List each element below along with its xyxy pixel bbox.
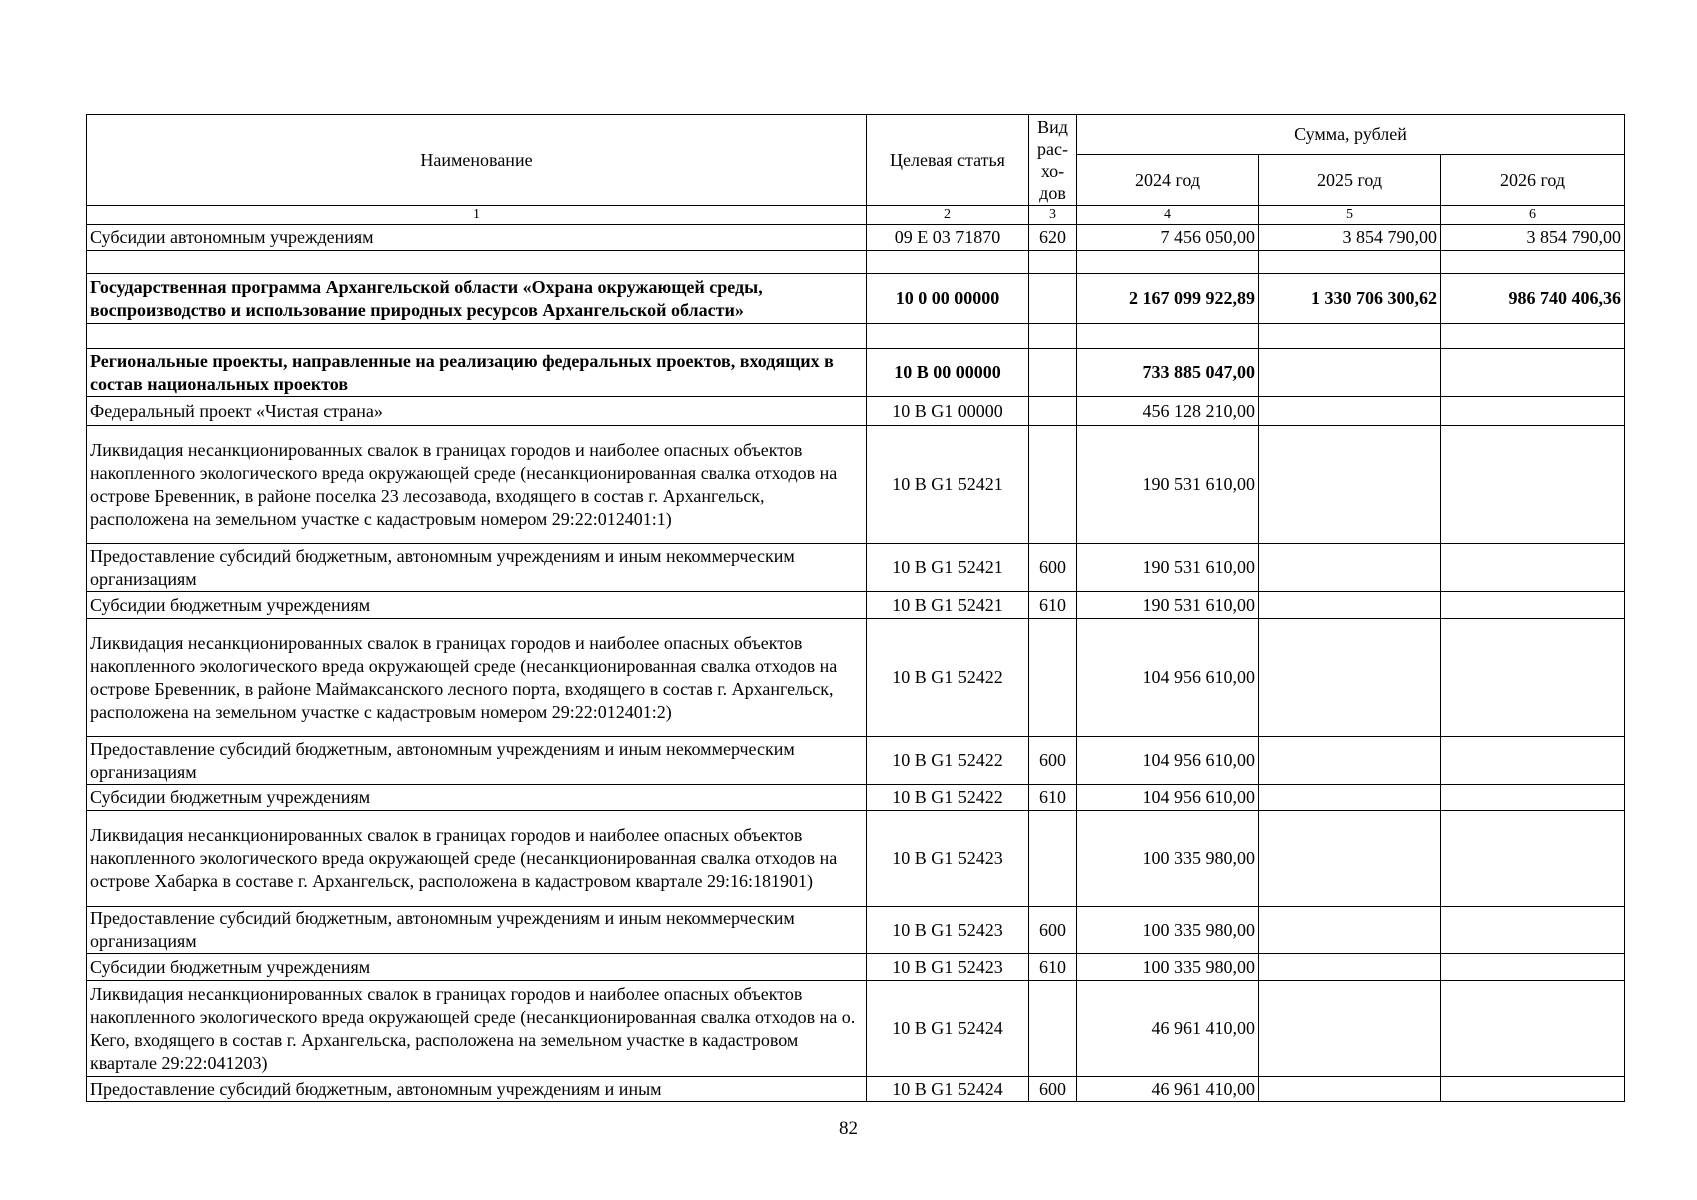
cell-name: Региональные проекты, направленные на реализацию федеральных проектов, входящих в состав национальных проектов [87,349,867,397]
cell-target-article: 10 В G1 52422 [867,737,1029,785]
cell-expense-type [1029,349,1077,397]
cell-sum-2024: 733 885 047,00 [1077,349,1259,397]
table-row [87,907,1625,954]
cell-sum-2025 [1259,981,1441,1077]
cell-target-article: 10 В G1 52424 [867,1077,1029,1102]
cell-sum-2025 [1259,349,1441,397]
cell-sum-2025 [1259,737,1441,785]
table-row [87,1077,1625,1102]
table-row [87,592,1625,619]
cell-sum-2025 [1259,954,1441,981]
cell-sum-2026 [1441,954,1625,981]
cell-name: Субсидии бюджетным учреждениям [87,592,867,619]
cell-sum-2025: 3 854 790,00 [1259,225,1441,251]
cell-target-article: 10 В 00 00000 [867,349,1029,397]
cell-sum-2026: 986 740 406,36 [1441,274,1625,324]
cell-sum-2025: 1 330 706 300,62 [1259,274,1441,324]
column-number: 5 [1259,206,1441,225]
table-row [87,251,1625,274]
cell-expense-type [1029,981,1077,1077]
cell-sum-2024: 456 128 210,00 [1077,397,1259,426]
cell-target-article: 10 В G1 52422 [867,785,1029,811]
cell-sum-2026 [1441,592,1625,619]
cell-sum-2024: 104 956 610,00 [1077,619,1259,737]
cell-name: Субсидии бюджетным учреждениям [87,785,867,811]
budget-table [86,114,1625,1102]
cell-sum-2024 [1077,251,1259,274]
table-body [87,225,1625,1102]
header-expense-type-line: рас- [1037,139,1068,159]
cell-name: Ликвидация несанкционированных свалок в границах городов и наиболее опасных объектов накопленного экологического вреда окружающей среде (несанкционированная свалка отходов на о. Кего, входящего в состав г. Архангельска, расположена на земельном участке в кадастровом квартале 29:22:041203) [87,981,867,1077]
header-year-2025: 2025 год [1259,155,1441,206]
column-number: 6 [1441,206,1625,225]
cell-name: Ликвидация несанкционированных свалок в границах городов и наиболее опасных объектов накопленного экологического вреда окружающей среде (несанкционированная свалка отходов на острове Бревенник, в районе поселка 23 лесозавода, входящего в состав г. Архангельск, расположена на земельном участке с кадастровым номером 29:22:012401:1) [87,426,867,544]
header-expense-type-line: Вид [1037,117,1068,137]
cell-sum-2025 [1259,251,1441,274]
cell-sum-2024: 2 167 099 922,89 [1077,274,1259,324]
table-row [87,274,1625,324]
cell-sum-2026 [1441,811,1625,907]
table-row [87,349,1625,397]
cell-sum-2024: 46 961 410,00 [1077,981,1259,1077]
cell-sum-2026 [1441,544,1625,592]
cell-sum-2024: 100 335 980,00 [1077,954,1259,981]
cell-target-article [867,251,1029,274]
cell-target-article: 10 В G1 52421 [867,592,1029,619]
cell-sum-2024: 190 531 610,00 [1077,544,1259,592]
cell-name: Субсидии бюджетным учреждениям [87,954,867,981]
cell-target-article: 10 В G1 52421 [867,426,1029,544]
table-row [87,619,1625,737]
table-row [87,954,1625,981]
header-expense-type-line: хо- [1040,161,1065,181]
cell-expense-type: 600 [1029,907,1077,954]
cell-sum-2026 [1441,324,1625,349]
cell-target-article [867,324,1029,349]
cell-target-article: 10 В G1 52422 [867,619,1029,737]
cell-sum-2026 [1441,251,1625,274]
table-row [87,981,1625,1077]
cell-name: Ликвидация несанкционированных свалок в границах городов и наиболее опасных объектов накопленного экологического вреда окружающей среде (несанкционированная свалка отходов на острове Бревенник, в районе Маймаксанского лесного порта, входящего в состав г. Архангельск, расположена на земельном участке с кадастровым номером 29:22:012401:2) [87,619,867,737]
cell-name: Федеральный проект «Чистая страна» [87,397,867,426]
cell-target-article: 10 В G1 52421 [867,544,1029,592]
cell-target-article: 10 В G1 52423 [867,907,1029,954]
cell-expense-type [1029,324,1077,349]
cell-name: Предоставление субсидий бюджетным, автономным учреждениям и иным некоммерческим организациям [87,544,867,592]
cell-sum-2024 [1077,324,1259,349]
cell-sum-2026 [1441,619,1625,737]
cell-sum-2025 [1259,785,1441,811]
cell-sum-2025 [1259,592,1441,619]
cell-expense-type: 600 [1029,737,1077,785]
cell-expense-type: 620 [1029,225,1077,251]
table-row [87,785,1625,811]
cell-target-article: 10 В G1 52424 [867,981,1029,1077]
cell-sum-2026 [1441,426,1625,544]
cell-sum-2025 [1259,426,1441,544]
table-row [87,737,1625,785]
header-expense-type-line: дов [1039,183,1066,203]
cell-expense-type [1029,619,1077,737]
cell-sum-2024: 46 961 410,00 [1077,1077,1259,1102]
cell-sum-2024: 104 956 610,00 [1077,785,1259,811]
cell-target-article: 09 Е 03 71870 [867,225,1029,251]
cell-sum-2024: 100 335 980,00 [1077,907,1259,954]
column-number: 1 [87,206,867,225]
cell-sum-2025 [1259,397,1441,426]
cell-expense-type: 610 [1029,954,1077,981]
cell-sum-2026 [1441,907,1625,954]
table-row [87,397,1625,426]
cell-expense-type: 610 [1029,785,1077,811]
header-target-article: Целевая статья [867,115,1029,206]
column-numbers-row [87,206,1625,225]
cell-expense-type [1029,426,1077,544]
table-row [87,544,1625,592]
cell-target-article: 10 В G1 52423 [867,954,1029,981]
cell-name: Предоставление субсидий бюджетным, автономным учреждениям и иным некоммерческим организациям [87,737,867,785]
cell-name: Государственная программа Архангельской области «Охрана окружающей среды, воспроизводство и использование природных ресурсов Архангельской области» [87,274,867,324]
cell-expense-type [1029,251,1077,274]
header-sum: Сумма, рублей [1077,115,1625,155]
table-header [87,115,1625,225]
cell-sum-2026 [1441,981,1625,1077]
cell-name: Предоставление субсидий бюджетным, автономным учреждениям и иным некоммерческим организациям [87,907,867,954]
cell-sum-2024: 104 956 610,00 [1077,737,1259,785]
column-number: 3 [1029,206,1077,225]
cell-sum-2026 [1441,785,1625,811]
table-row [87,426,1625,544]
cell-target-article: 10 0 00 00000 [867,274,1029,324]
cell-sum-2025 [1259,907,1441,954]
cell-name [87,324,867,349]
cell-expense-type: 600 [1029,1077,1077,1102]
cell-name: Предоставление субсидий бюджетным, автономным учреждениям и иным [87,1077,867,1102]
table-row [87,811,1625,907]
column-number: 4 [1077,206,1259,225]
page-number: 82 [839,1118,858,1139]
cell-sum-2024: 190 531 610,00 [1077,592,1259,619]
cell-expense-type: 610 [1029,592,1077,619]
cell-sum-2026 [1441,737,1625,785]
cell-expense-type [1029,274,1077,324]
cell-sum-2026 [1441,1077,1625,1102]
table-row [87,225,1625,251]
cell-name: Ликвидация несанкционированных свалок в границах городов и наиболее опасных объектов накопленного экологического вреда окружающей среде (несанкционированная свалка отходов на острове Хабарка в составе г. Архангельск, расположена в кадастровом квартале 29:16:181901) [87,811,867,907]
header-expense-type [1029,115,1077,206]
cell-sum-2024: 100 335 980,00 [1077,811,1259,907]
cell-sum-2024: 190 531 610,00 [1077,426,1259,544]
cell-sum-2026 [1441,397,1625,426]
header-year-2024: 2024 год [1077,155,1259,206]
cell-sum-2024: 7 456 050,00 [1077,225,1259,251]
cell-sum-2026: 3 854 790,00 [1441,225,1625,251]
cell-sum-2025 [1259,811,1441,907]
cell-expense-type: 600 [1029,544,1077,592]
column-number: 2 [867,206,1029,225]
cell-target-article: 10 В G1 52423 [867,811,1029,907]
cell-name [87,251,867,274]
cell-sum-2025 [1259,1077,1441,1102]
header-name: Наименование [87,115,867,206]
table-row [87,324,1625,349]
cell-sum-2025 [1259,544,1441,592]
cell-expense-type [1029,811,1077,907]
cell-sum-2026 [1441,349,1625,397]
cell-name: Субсидии автономным учреждениям [87,225,867,251]
cell-sum-2025 [1259,619,1441,737]
cell-sum-2025 [1259,324,1441,349]
cell-expense-type [1029,397,1077,426]
cell-target-article: 10 В G1 00000 [867,397,1029,426]
header-year-2026: 2026 год [1441,155,1625,206]
